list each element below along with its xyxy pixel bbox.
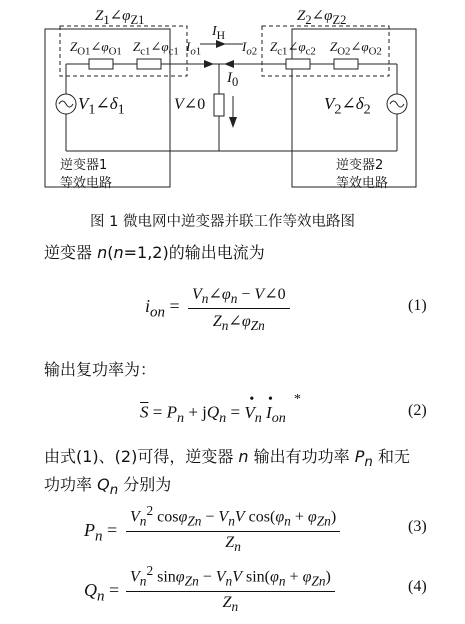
eq4-fraction: [126, 563, 335, 615]
paragraph-complex-power: 输出复功率为：: [44, 360, 157, 379]
v2-label: $V_2\angle\delta_2$: [324, 94, 371, 118]
zo1-resistor: [89, 59, 113, 69]
eq3-denominator: $Z_n$: [225, 533, 241, 554]
eq1-lhs: $i_{on}$ =: [145, 296, 180, 321]
eq4-lhs: $Q_n$ =: [84, 580, 120, 605]
eq4-denominator: $Z_n$: [222, 593, 239, 614]
i0-label: $I_0$: [227, 70, 239, 89]
io1-label: $I_{o1}$: [186, 39, 202, 58]
eq1-numerator: $V_n\angle\varphi_n$ − V∠0: [188, 284, 290, 309]
inverter1-label-line2: 等效电路: [60, 176, 113, 191]
ih-label: $I_H$: [212, 24, 226, 42]
io2-label: $I_{o2}$: [242, 39, 258, 58]
inverter2-label-line2: 等效电路: [336, 176, 389, 191]
zc2-label: $Z_{c1}\angle\varphi_{c2}$: [270, 39, 316, 58]
load-resistor: [214, 94, 224, 116]
v-load-label: V∠0: [174, 96, 206, 113]
eq4-number: (4): [408, 578, 427, 595]
z1-label: $Z_1\angle\varphi_{Z1}$: [95, 8, 145, 27]
zo1-label: $Z_{O1}\angle\varphi_{O1}$: [70, 39, 122, 58]
io1-arrowhead-icon: [204, 60, 214, 68]
zo2-resistor: [334, 59, 358, 69]
io2-arrowhead-icon: [224, 60, 234, 68]
zc2-resistor: [286, 59, 310, 69]
z2-label: $Z_2\angle\varphi_{Z2}$: [297, 8, 347, 27]
i0-arrowhead-icon: [229, 117, 237, 128]
paragraph-output-current: 逆变器 n(n=1,2)的输出电流为: [44, 243, 265, 262]
eq1-number: (1): [408, 297, 427, 314]
zc1-resistor: [137, 59, 161, 69]
eq1-fraction: [188, 284, 290, 334]
zo2-label: $Z_{O2}\angle\varphi_{O2}$: [330, 39, 382, 58]
figure-caption: 图 1 微电网中逆变器并联工作等效电路图: [90, 214, 355, 230]
eq3-numerator: $V_n^2$ $\cos\varphi_{Zn} - V_nV$ $\cos(\varphi_n + \varphi_{Zn})$: [126, 503, 340, 532]
inverter2-label-line1: 逆变器2: [336, 158, 384, 173]
v2-sine-glyph: [390, 101, 404, 107]
eq3-lhs: $P_n$ =: [84, 520, 118, 545]
eq3-number: (3): [408, 518, 427, 535]
eq2-number: (2): [408, 402, 427, 419]
v1-sine-glyph: [59, 101, 73, 107]
v1-label: $V_1\angle\delta_1$: [78, 94, 125, 118]
zc1-label: $Z_{c1}\angle\varphi_{c1}$: [133, 39, 179, 58]
eq2: $\overline{S} = P_n + jQ_n$ = • $V_n$ • $I_{on}^*$: [140, 391, 301, 427]
paragraph-derive-line1: 由式(1)、(2)可得，逆变器 n 输出有功功率 $P_n$ 和无: [44, 447, 410, 471]
inverter1-label-line1: 逆变器1: [60, 158, 108, 173]
eq4-numerator: $V_n^2$ $\sin\varphi_{Zn} - V_nV$ $\sin(\varphi_n + \varphi_{Zn})$: [126, 563, 335, 592]
eq1-denominator: $Z_n\angle\varphi_{Zn}$: [212, 313, 265, 334]
paragraph-derive-line2: 功功率 $Q_n$ 分别为: [44, 475, 172, 499]
eq3-fraction: [126, 503, 340, 555]
